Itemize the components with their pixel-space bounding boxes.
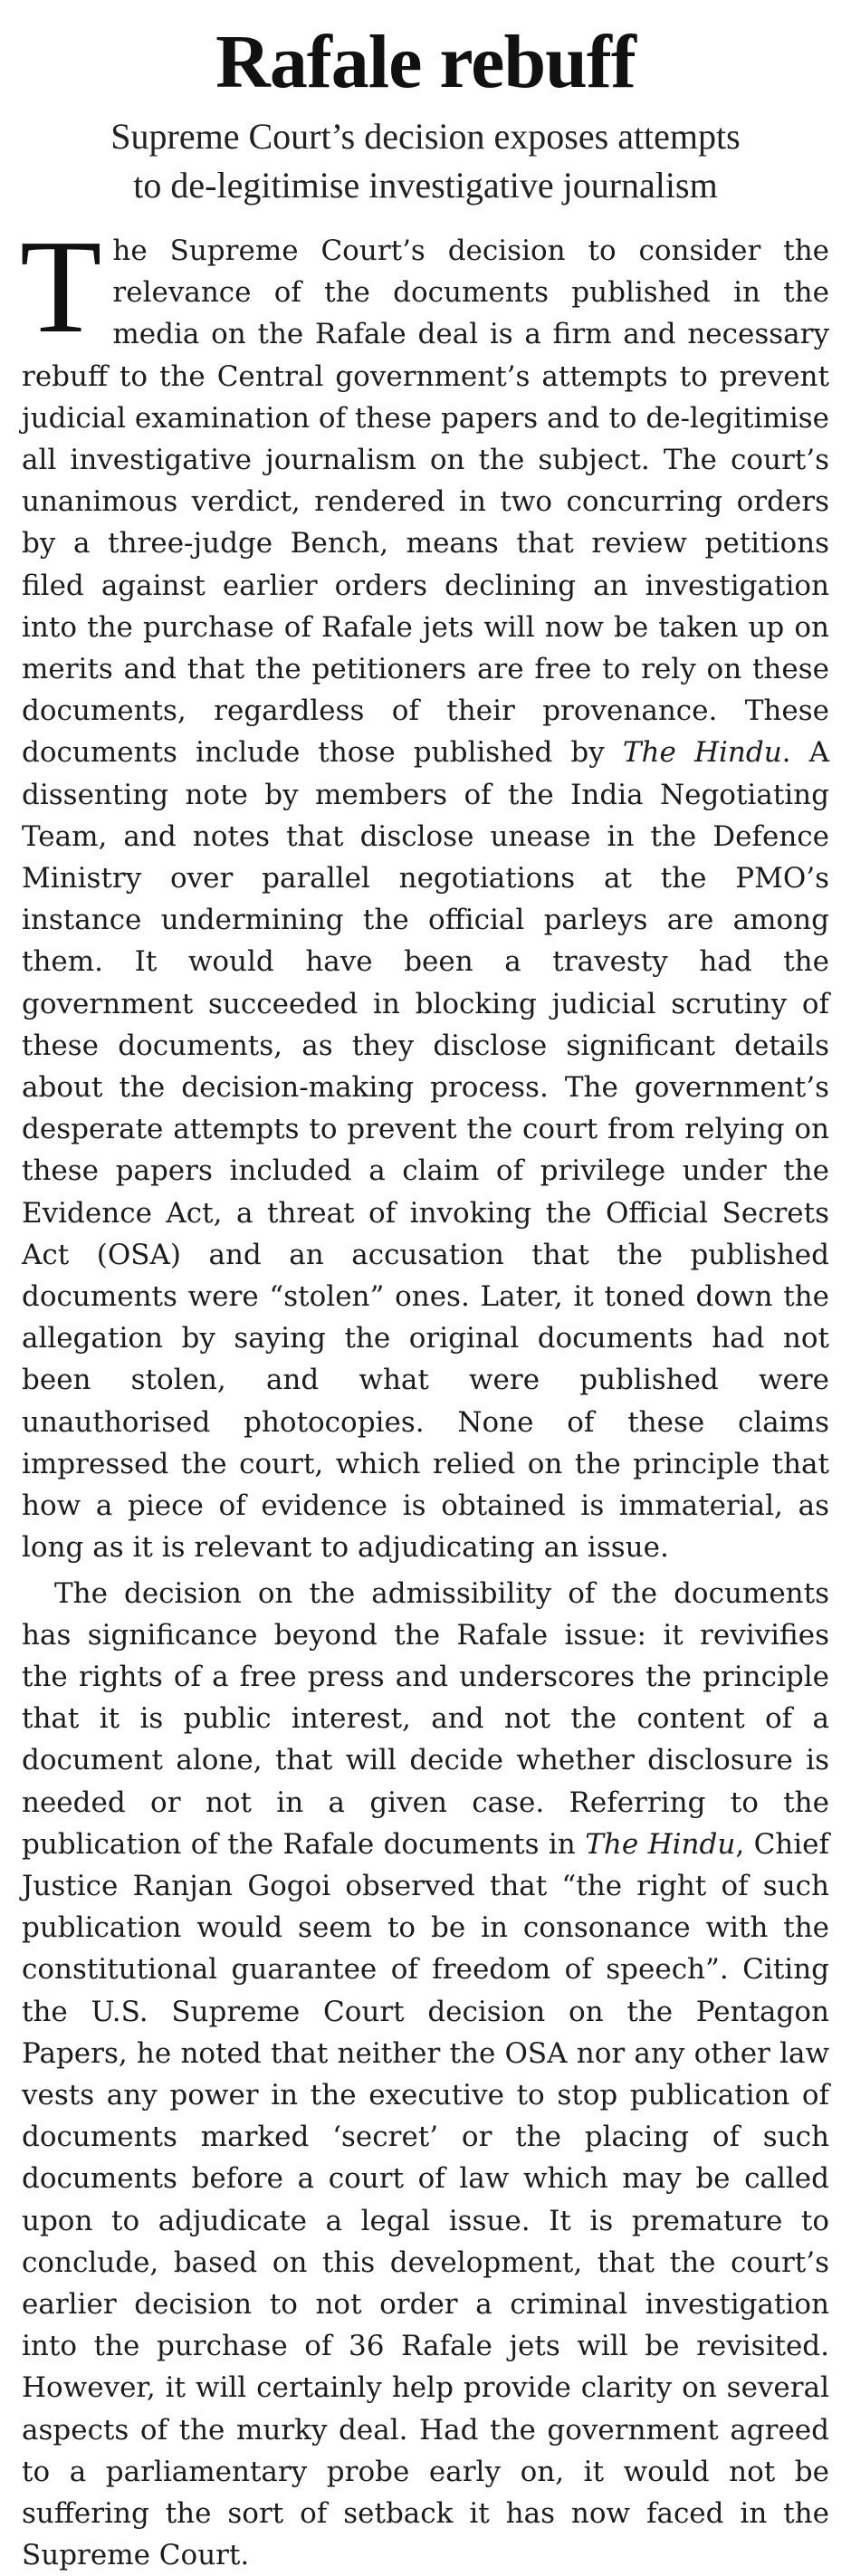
paragraph-2-text-b: , Chief Justice Ranjan Gogoi observed that “the right of such publication would seem to be in consonance with the constitutional guarantee of freedom of speech”. Citing the U.S. Supreme Court decision on the Pentagon Papers, he noted that neither the OSA nor any other law vests any power in the executive to stop publication of documents marked ‘secret’ or the placing of such documents before a court of law which may be called upon to adjudicate a legal issue. It is premature to conclude, based on this development, that the court’s earlier decision to not order a criminal investigation into the purchase of 36 Rafale jets will be revisited. However, it will certainly help provide clarity on several aspects of the murky deal. Had the government agreed to a parliamentary probe early on, it would not be suffering the sort of setback it has now faced in the Supreme Court. [22,1828,829,2571]
subheadline-line-2: to de-legitimise investigative journalism [133,165,717,206]
drop-cap: T [20,234,101,340]
paragraph-2 [22,1573,829,2576]
editorial-article [22,18,829,2576]
subheadline-line-1: Supreme Court’s decision exposes attempts [110,116,740,157]
publication-name: The Hindu [585,1828,735,1861]
headline: Rafale rebuff [22,18,829,107]
paragraph-2-text-a: The decision on the admissibility of the documents has significance beyond the Rafale issue: it revivifies the rights of a free press and underscores the principle that it is public interest, and not the content of a document alone, that will decide whether disclosure is needed or not in a given case. Referring to the publication of the Rafale documents in [22,1577,829,1861]
paragraph-1-text-a: he Supreme Court’s decision to consider the relevance of the documents published in the media on the Rafale deal is a firm and necessary rebuff to the Central government’s attempts to prevent judicial examination of these papers and to de-legitimise all investigative journalism on the subject. The court’s unanimous verdict, rendered in two concurring orders by a three-judge Bench, means that review petitions filed against earlier orders declining an investigation into the purchase of Rafale jets will now be taken up on merits and that the petitioners are free to rely on these documents, regardless of their provenance. These documents include those published by [22,235,829,769]
paragraph-1 [22,230,829,1569]
article-body [22,230,829,2576]
paragraph-1-text-b: . A dissenting note by members of the India Negotiating Team, and notes that disclose unease in the Defence Ministry over parallel negotiations at the PMO’s instance undermining the official parleys are among them. It would have been a travesty had the government succeeded in blocking judicial scrutiny of these documents, as they disclose significant details about the decision-making process. The government’s desperate attempts to prevent the court from relying on these papers included a claim of privilege under the Evidence Act, a threat of invoking the Official Secrets Act (OSA) and an accusation that the published documents were “stolen” ones. Later, it toned down the allegation by saying the original documents had not been stolen, and what were published were unauthorised photocopies. None of these claims impressed the court, which relied on the principle that how a piece of evidence is obtained is immaterial, as long as it is relevant to adjudicating an issue. [22,736,829,1564]
publication-name: The Hindu [623,736,782,769]
subheadline [22,112,829,210]
